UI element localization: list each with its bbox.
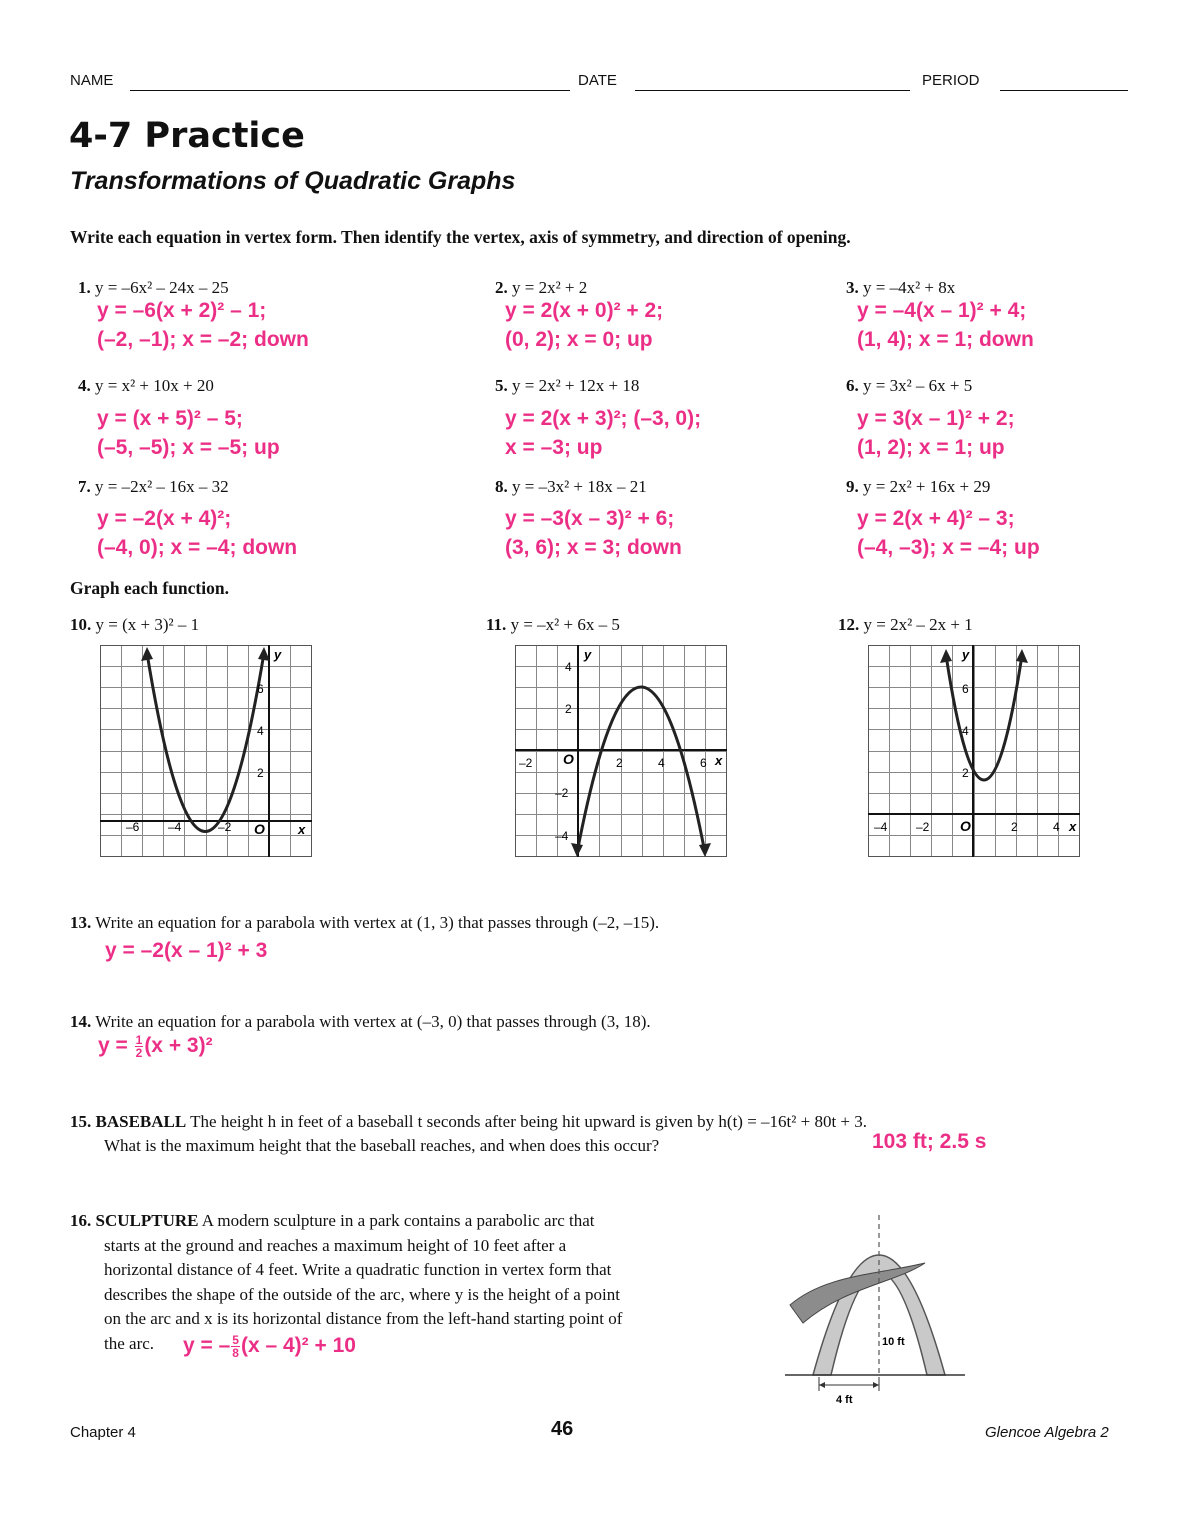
problem-number: 16. [70, 1211, 92, 1230]
footer-book-title: Glencoe Algebra 2 [985, 1424, 1109, 1441]
y-tick-label: –4 [555, 829, 569, 843]
arrowhead-left [819, 1382, 825, 1388]
answer-vertex-details: (1, 4); x = 1; down [857, 328, 1034, 351]
answer-vertex-details: (–5, –5); x = –5; up [97, 436, 280, 459]
x-tick-label: 6 [700, 756, 707, 770]
problem-number: 1. [78, 278, 91, 297]
y-tick-label: –2 [555, 786, 569, 800]
arrowhead-right [873, 1382, 879, 1388]
y-tick-label: 6 [257, 682, 264, 696]
graph-problem-11 [515, 645, 727, 857]
answer-vertex-details: (–4, 0); x = –4; down [97, 536, 298, 559]
origin-label: O [563, 751, 574, 767]
answer-vertex-form: y = (x + 5)² – 5; [97, 407, 243, 430]
fraction-numerator: 5 [232, 1333, 239, 1347]
problem-number: 12. [838, 615, 860, 634]
x-tick-label: –6 [126, 820, 140, 834]
answer-vertex-form: y = 2(x + 3)²; (–3, 0); [505, 407, 702, 430]
x-tick-label: –4 [874, 820, 888, 834]
sculpture-illustration [785, 1205, 965, 1415]
arrowhead-left [571, 843, 583, 857]
problem-equation: y = –4x² + 8x [863, 278, 956, 297]
date-field[interactable] [635, 90, 910, 91]
answer-15: 103 ft; 2.5 s [872, 1130, 987, 1153]
problem-15-question: What is the maximum height that the baseball reaches, and when does this occur? [104, 1136, 660, 1155]
problem-text-line: A modern sculpture in a park contains a parabolic arc that [201, 1211, 595, 1230]
problem-number: 4. [78, 376, 91, 395]
origin-label: O [254, 821, 265, 837]
x-axis-label: x [715, 753, 723, 768]
problem-16 [70, 1209, 770, 1356]
problem-text: Write an equation for a parabola with vertex at (–3, 0) that passes through (3, 18). [95, 1012, 651, 1031]
page-subtitle: Transformations of Quadratic Graphs [70, 167, 516, 195]
x-axis-label: x [1069, 819, 1077, 834]
arrowhead-right [699, 843, 711, 857]
y-axis-label: y [584, 647, 592, 662]
x-tick-label: 2 [1011, 820, 1018, 834]
y-axis-label: y [962, 647, 970, 662]
x-tick-label: 2 [616, 756, 623, 770]
answer-vertex-form: y = 3(x – 1)² + 2; [857, 407, 1015, 430]
fraction-numerator: 1 [135, 1033, 143, 1047]
problem-number: 9. [846, 477, 859, 496]
problem-equation: y = –x² + 6x – 5 [510, 615, 620, 634]
problem-text-line: starts at the ground and reaches a maximum height of 10 feet after a [104, 1235, 567, 1255]
problem-number: 15. [70, 1112, 92, 1131]
arrowhead-right [1016, 649, 1028, 663]
problem-equation: y = 2x² – 2x + 1 [863, 615, 973, 634]
problem-text-line: horizontal distance of 4 feet. Write a quadratic function in vertex form that [104, 1260, 612, 1279]
graph-problem-12 [868, 645, 1080, 857]
problem-equation: y = 2x² + 16x + 29 [863, 477, 991, 496]
parabola-curve [147, 653, 264, 832]
problem-equation: y = –6x² – 24x – 25 [95, 278, 229, 297]
problem-text: The height h in feet of a baseball t seconds after being hit upward is given by h(t) = –16t² + 80t + 3. [190, 1112, 868, 1131]
instructions-graph: Graph each function. [70, 578, 229, 598]
answer-prefix: y = – [183, 1334, 231, 1358]
date-label: DATE [578, 72, 617, 89]
page-title: 4-7 Practice [69, 116, 305, 156]
problem-number: 3. [846, 278, 859, 297]
problem-label: SCULPTURE [95, 1211, 199, 1230]
answer-vertex-form: y = 2(x + 4)² – 3; [857, 507, 1015, 530]
answer-vertex-details: (–2, –1); x = –2; down [97, 328, 309, 351]
y-tick-label: 4 [962, 724, 969, 738]
answer-14 [98, 1034, 213, 1059]
problem-14 [70, 1010, 651, 1035]
problem-number: 14. [70, 1012, 92, 1031]
arrowhead-left [940, 649, 952, 663]
fraction-denominator: 8 [232, 1346, 239, 1360]
y-tick-label: 2 [257, 766, 264, 780]
problem-number: 8. [495, 477, 508, 496]
answer-vertex-form: y = –4(x – 1)² + 4; [857, 299, 1027, 322]
fraction-denominator: 2 [135, 1046, 143, 1060]
problem-equation: y = –3x² + 18x – 21 [512, 477, 647, 496]
answer-vertex-details: (1, 2); x = 1; up [857, 436, 1005, 459]
height-label: 10 ft [882, 1336, 905, 1348]
instructions-vertex-form: Write each equation in vertex form. Then identify the vertex, axis of symmetry, and direction of opening. [70, 227, 851, 247]
answer-13: y = –2(x – 1)² + 3 [105, 939, 268, 962]
page-number: 46 [551, 1418, 574, 1440]
parabola-curve [946, 655, 1022, 780]
y-tick-label: 6 [962, 682, 969, 696]
problem-text-line: describes the shape of the outside of the arc, where y is the height of a point [104, 1284, 620, 1304]
y-tick-label: 4 [257, 724, 264, 738]
answer-suffix: (x + 3)² [144, 1034, 213, 1058]
answer-vertex-form: y = 2(x + 0)² + 2; [505, 299, 664, 322]
answer-vertex-details: (0, 2); x = 0; up [505, 328, 653, 351]
problem-equation: y = 2x² + 2 [512, 278, 588, 297]
problem-equation: y = (x + 3)² – 1 [95, 615, 200, 634]
answer-prefix: y = [98, 1034, 128, 1058]
problem-number: 2. [495, 278, 508, 297]
x-tick-label: 4 [658, 756, 665, 770]
name-field[interactable] [130, 90, 570, 91]
x-tick-label: –4 [168, 820, 182, 834]
period-label: PERIOD [922, 72, 980, 89]
y-tick-label: 2 [565, 702, 572, 716]
x-tick-label: –2 [218, 820, 232, 834]
y-tick-label: 2 [962, 766, 969, 780]
parabola-curve [577, 687, 705, 853]
problem-text-line: the arc. [104, 1333, 155, 1353]
footer-chapter: Chapter 4 [70, 1424, 136, 1441]
width-label: 4 ft [836, 1394, 853, 1406]
answer-vertex-details: (–4, –3); x = –4; up [857, 536, 1040, 559]
answer-vertex-details: (3, 6); x = 3; down [505, 536, 682, 559]
answer-vertex-form: y = –3(x – 3)² + 6; [505, 507, 675, 530]
problem-13 [70, 911, 659, 936]
problem-text-line: on the arc and x is its horizontal distance from the left-hand starting point of [104, 1309, 623, 1328]
answer-suffix: (x – 4)² + 10 [240, 1334, 356, 1358]
problem-label: BASEBALL [95, 1112, 187, 1131]
problem-number: 13. [70, 913, 92, 932]
x-tick-label: –2 [519, 756, 533, 770]
answer-16 [183, 1334, 356, 1359]
x-tick-label: –2 [916, 820, 930, 834]
x-axis-label: x [298, 822, 306, 837]
name-label: NAME [70, 72, 114, 89]
answer-vertex-form: y = –6(x + 2)² – 1; [97, 299, 267, 322]
x-tick-label: 4 [1053, 820, 1060, 834]
problem-number: 10. [70, 615, 92, 634]
problem-text: Write an equation for a parabola with vertex at (1, 3) that passes through (–2, –15). [95, 913, 660, 932]
y-tick-label: 4 [565, 660, 572, 674]
problem-15 [70, 1110, 867, 1135]
problem-number: 7. [78, 477, 91, 496]
problem-equation: y = x² + 10x + 20 [95, 376, 214, 395]
y-axis-label: y [274, 647, 282, 662]
origin-label: O [960, 818, 971, 834]
problem-number: 5. [495, 376, 508, 395]
problem-equation: y = 2x² + 12x + 18 [512, 376, 640, 395]
answer-vertex-form: y = –2(x + 4)²; [97, 507, 232, 530]
problem-equation: y = –2x² – 16x – 32 [95, 477, 229, 496]
problem-number: 11. [486, 615, 507, 634]
answer-vertex-details: x = –3; up [505, 436, 603, 459]
problem-number: 6. [846, 376, 859, 395]
graph-problem-10 [100, 645, 312, 857]
period-field[interactable] [1000, 90, 1128, 91]
problem-equation: y = 3x² – 6x + 5 [863, 376, 973, 395]
